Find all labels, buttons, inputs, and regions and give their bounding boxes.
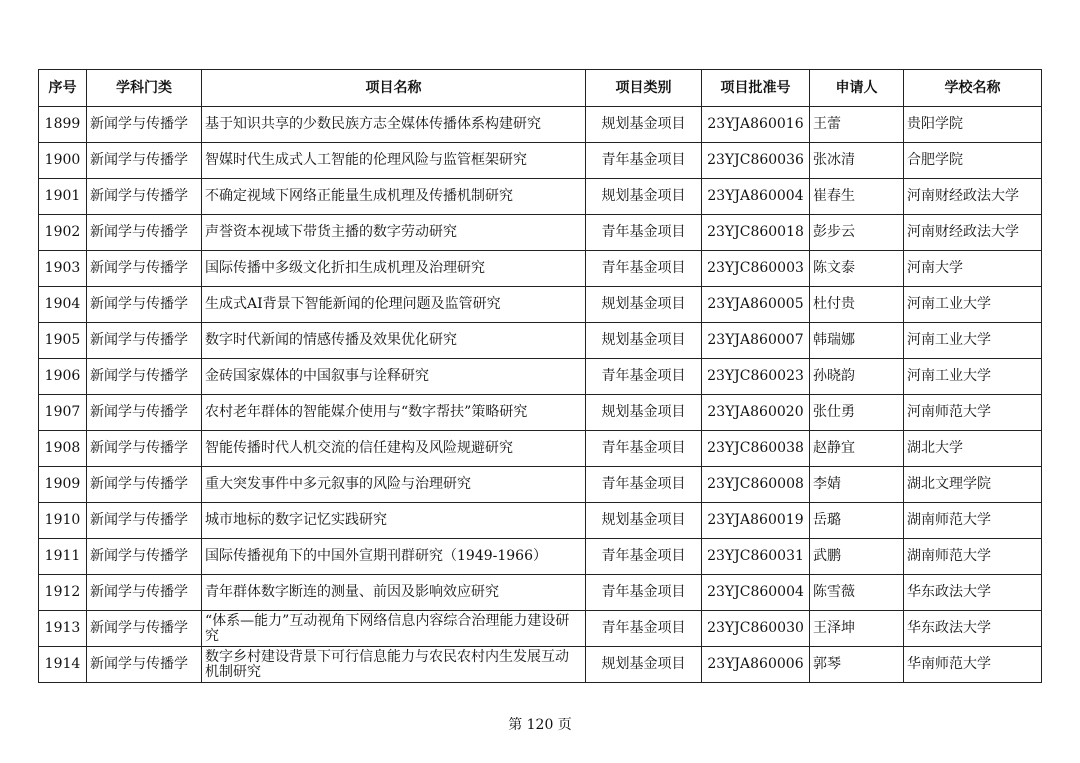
cell-seq: 1913 [39,611,87,647]
cell-project-name: 基于知识共享的少数民族方志全媒体传播体系构建研究 [202,107,586,143]
header-subject: 学科门类 [87,70,202,107]
cell-subject: 新闻学与传播学 [87,143,202,179]
cell-applicant: 王蕾 [810,107,904,143]
cell-approval-no: 23YJC860008 [702,467,810,503]
cell-category: 规划基金项目 [586,647,702,683]
cell-category: 青年基金项目 [586,611,702,647]
cell-approval-no: 23YJA860004 [702,179,810,215]
page-number: 第 120 页 [508,717,572,733]
cell-approval-no: 23YJA860006 [702,647,810,683]
cell-subject: 新闻学与传播学 [87,611,202,647]
cell-category: 青年基金项目 [586,251,702,287]
cell-school: 湖南师范大学 [904,503,1042,539]
cell-subject: 新闻学与传播学 [87,287,202,323]
cell-school: 华南师范大学 [904,647,1042,683]
cell-subject: 新闻学与传播学 [87,647,202,683]
cell-approval-no: 23YJA860005 [702,287,810,323]
cell-category: 青年基金项目 [586,359,702,395]
cell-approval-no: 23YJA860016 [702,107,810,143]
table-row [39,251,1042,287]
cell-applicant: 崔春生 [810,179,904,215]
table-row [39,395,1042,431]
cell-project-name: 金砖国家媒体的中国叙事与诠释研究 [202,359,586,395]
header-approval-no: 项目批准号 [702,70,810,107]
cell-project-name: 智媒时代生成式人工智能的伦理风险与监管框架研究 [202,143,586,179]
cell-subject: 新闻学与传播学 [87,215,202,251]
cell-project-name: 国际传播中多级文化折扣生成机理及治理研究 [202,251,586,287]
header-applicant: 申请人 [810,70,904,107]
cell-approval-no: 23YJA860020 [702,395,810,431]
cell-subject: 新闻学与传播学 [87,359,202,395]
header-row [39,70,1042,107]
table-row [39,323,1042,359]
cell-school: 河南工业大学 [904,359,1042,395]
header-seq: 序号 [39,70,87,107]
cell-seq: 1905 [39,323,87,359]
cell-seq: 1909 [39,467,87,503]
cell-approval-no: 23YJC860036 [702,143,810,179]
project-table [38,69,1042,683]
cell-school: 湖南师范大学 [904,539,1042,575]
cell-subject: 新闻学与传播学 [87,503,202,539]
cell-approval-no: 23YJA860007 [702,323,810,359]
cell-category: 规划基金项目 [586,503,702,539]
cell-seq: 1904 [39,287,87,323]
cell-category: 规划基金项目 [586,287,702,323]
table-row [39,647,1042,683]
cell-approval-no: 23YJC860004 [702,575,810,611]
cell-school: 河南财经政法大学 [904,179,1042,215]
cell-project-name: 不确定视域下网络正能量生成机理及传播机制研究 [202,179,586,215]
cell-applicant: 张冰清 [810,143,904,179]
cell-category: 规划基金项目 [586,395,702,431]
cell-subject: 新闻学与传播学 [87,467,202,503]
cell-school: 湖北文理学院 [904,467,1042,503]
cell-subject: 新闻学与传播学 [87,431,202,467]
cell-approval-no: 23YJC860038 [702,431,810,467]
cell-project-name: 智能传播时代人机交流的信任建构及风险规避研究 [202,431,586,467]
cell-subject: 新闻学与传播学 [87,395,202,431]
cell-subject: 新闻学与传播学 [87,539,202,575]
cell-approval-no: 23YJC860031 [702,539,810,575]
cell-subject: 新闻学与传播学 [87,107,202,143]
cell-seq: 1901 [39,179,87,215]
cell-school: 河南财经政法大学 [904,215,1042,251]
header-school: 学校名称 [904,70,1042,107]
cell-school: 华东政法大学 [904,575,1042,611]
cell-subject: 新闻学与传播学 [87,179,202,215]
cell-project-name: “体系—能力”互动视角下网络信息内容综合治理能力建设研究 [202,611,586,647]
cell-seq: 1910 [39,503,87,539]
cell-project-name: 数字乡村建设背景下可行信息能力与农民农村内生发展互动机制研究 [202,647,586,683]
cell-project-name: 国际传播视角下的中国外宣期刊群研究（1949-1966） [202,539,586,575]
cell-category: 青年基金项目 [586,431,702,467]
cell-project-name: 重大突发事件中多元叙事的风险与治理研究 [202,467,586,503]
cell-seq: 1906 [39,359,87,395]
cell-category: 青年基金项目 [586,215,702,251]
cell-school: 湖北大学 [904,431,1042,467]
cell-applicant: 韩瑞娜 [810,323,904,359]
cell-school: 河南工业大学 [904,287,1042,323]
cell-seq: 1902 [39,215,87,251]
cell-applicant: 郭琴 [810,647,904,683]
cell-applicant: 陈文泰 [810,251,904,287]
cell-seq: 1907 [39,395,87,431]
cell-approval-no: 23YJA860019 [702,503,810,539]
cell-subject: 新闻学与传播学 [87,251,202,287]
cell-applicant: 岳璐 [810,503,904,539]
cell-school: 河南大学 [904,251,1042,287]
cell-school: 贵阳学院 [904,107,1042,143]
cell-project-name: 青年群体数字断连的测量、前因及影响效应研究 [202,575,586,611]
cell-applicant: 孙晓韵 [810,359,904,395]
header-project-name: 项目名称 [202,70,586,107]
cell-category: 青年基金项目 [586,467,702,503]
cell-school: 河南工业大学 [904,323,1042,359]
cell-seq: 1912 [39,575,87,611]
header-category: 项目类别 [586,70,702,107]
table-row [39,179,1042,215]
cell-project-name: 农村老年群体的智能媒介使用与“数字帮扶”策略研究 [202,395,586,431]
cell-project-name: 生成式AI背景下智能新闻的伦理问题及监管研究 [202,287,586,323]
cell-school: 合肥学院 [904,143,1042,179]
cell-seq: 1911 [39,539,87,575]
cell-project-name: 声誉资本视域下带货主播的数字劳动研究 [202,215,586,251]
cell-seq: 1903 [39,251,87,287]
cell-category: 青年基金项目 [586,143,702,179]
cell-applicant: 张仕勇 [810,395,904,431]
cell-applicant: 杜付贵 [810,287,904,323]
cell-school: 华东政法大学 [904,611,1042,647]
cell-seq: 1908 [39,431,87,467]
table-row [39,467,1042,503]
table-row [39,359,1042,395]
table-row [39,539,1042,575]
cell-project-name: 城市地标的数字记忆实践研究 [202,503,586,539]
cell-category: 青年基金项目 [586,539,702,575]
cell-category: 规划基金项目 [586,107,702,143]
table-row [39,287,1042,323]
cell-approval-no: 23YJC860030 [702,611,810,647]
cell-category: 规划基金项目 [586,323,702,359]
table-row [39,503,1042,539]
cell-applicant: 王泽坤 [810,611,904,647]
cell-applicant: 彭步云 [810,215,904,251]
cell-school: 河南师范大学 [904,395,1042,431]
cell-seq: 1914 [39,647,87,683]
table-row [39,431,1042,467]
cell-applicant: 赵静宜 [810,431,904,467]
cell-category: 青年基金项目 [586,575,702,611]
table-row [39,575,1042,611]
cell-applicant: 陈雪薇 [810,575,904,611]
cell-seq: 1900 [39,143,87,179]
cell-subject: 新闻学与传播学 [87,575,202,611]
cell-applicant: 武鹏 [810,539,904,575]
table-row [39,215,1042,251]
table-row [39,611,1042,647]
cell-applicant: 李婧 [810,467,904,503]
cell-approval-no: 23YJC860003 [702,251,810,287]
cell-seq: 1899 [39,107,87,143]
cell-approval-no: 23YJC860018 [702,215,810,251]
table-row [39,107,1042,143]
table-row [39,143,1042,179]
cell-subject: 新闻学与传播学 [87,323,202,359]
cell-project-name: 数字时代新闻的情感传播及效果优化研究 [202,323,586,359]
cell-category: 规划基金项目 [586,179,702,215]
cell-approval-no: 23YJC860023 [702,359,810,395]
